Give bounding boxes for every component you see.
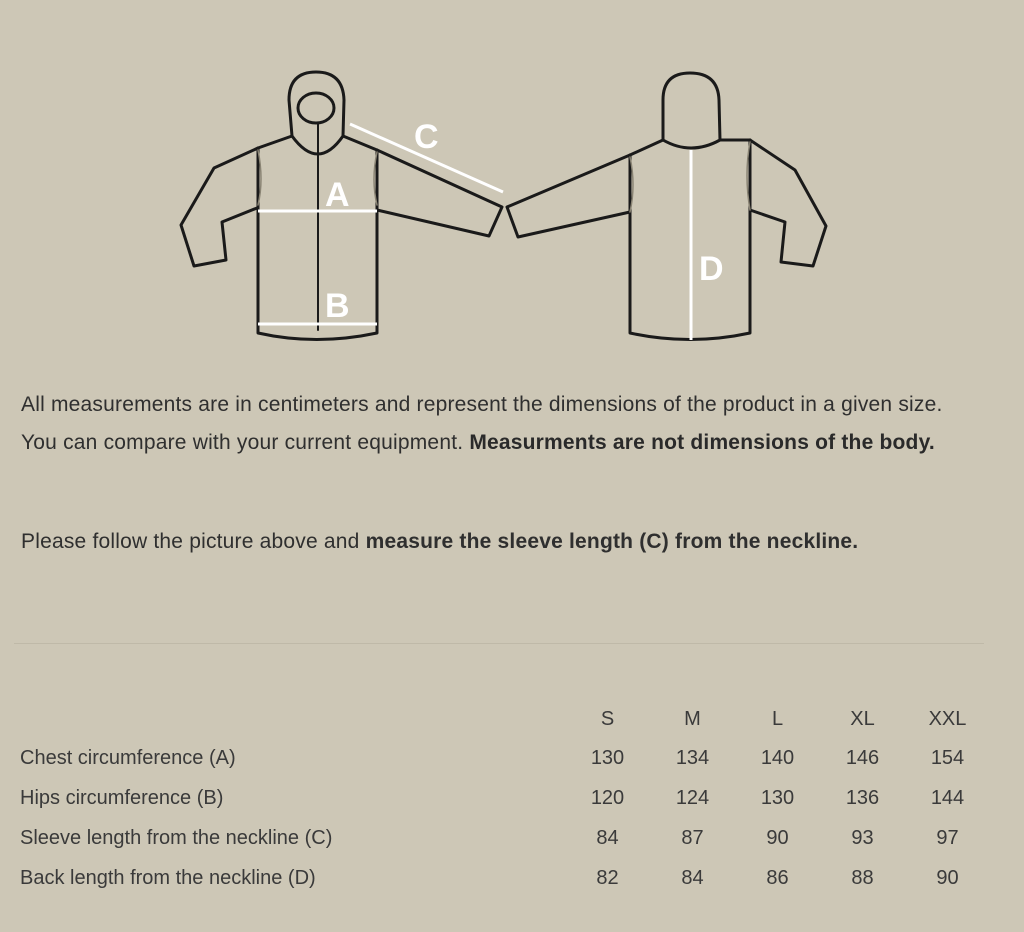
row-label-back: Back length from the neckline (D)	[20, 866, 316, 889]
size-header-l: L	[771, 707, 784, 730]
table-cell: 154	[930, 746, 965, 769]
front-left-sleeve	[181, 148, 258, 266]
table-cell: 140	[760, 746, 795, 769]
size-header-xl: XL	[850, 707, 875, 730]
measurement-note-emphasis: Measurments are not dimensions of the body.	[469, 431, 935, 454]
sleeve-instruction-text: Please follow the picture above and	[21, 530, 366, 553]
size-header-xxl: XXL	[928, 707, 967, 730]
measurement-note	[21, 386, 971, 462]
table-row	[20, 858, 990, 898]
table-cell: 86	[766, 866, 789, 889]
size-header-s: S	[600, 707, 615, 730]
table-cell: 97	[936, 826, 959, 849]
table-cell: 90	[766, 826, 789, 849]
row-label-sleeve: Sleeve length from the neckline (C)	[20, 826, 333, 849]
table-row	[20, 778, 990, 818]
table-cell: 130	[760, 786, 795, 809]
back-left-sleeve	[507, 155, 630, 237]
table-cell: 124	[675, 786, 710, 809]
table-cell: 130	[590, 746, 625, 769]
back-hood	[663, 73, 720, 148]
section-divider	[14, 643, 984, 644]
table-cell: 146	[845, 746, 880, 769]
measurement-note-text: All measurements are in centimeters and represent the dimensions of the product in a given size. You can compare with your current equipment.	[21, 393, 943, 454]
sleeve-instruction-emphasis: measure the sleeve length (C) from the neckline.	[365, 530, 859, 553]
table-cell: 84	[596, 826, 619, 849]
back-hoodie-icon	[507, 73, 826, 340]
label-b: B	[325, 287, 350, 325]
table-cell: 134	[675, 746, 710, 769]
table-cell: 144	[930, 786, 965, 809]
hoodie-diagram-svg	[0, 0, 1024, 360]
table-cell: 82	[596, 866, 619, 889]
label-d: D	[699, 250, 724, 288]
back-right-sleeve	[750, 140, 826, 266]
size-header-m: M	[684, 707, 701, 730]
table-cell: 88	[851, 866, 874, 889]
label-a: A	[325, 176, 350, 214]
table-cell: 87	[681, 826, 704, 849]
table-cell: 93	[851, 826, 874, 849]
size-diagram	[0, 0, 1024, 360]
front-hood	[289, 72, 344, 154]
table-cell: 90	[936, 866, 959, 889]
table-cell: 120	[590, 786, 625, 809]
label-c: C	[414, 118, 439, 156]
table-cell: 84	[681, 866, 704, 889]
sleeve-instruction	[21, 523, 1001, 561]
row-label-hips: Hips circumference (B)	[20, 786, 224, 809]
front-face-opening	[298, 93, 334, 123]
row-label-chest: Chest circumference (A)	[20, 746, 236, 769]
table-row	[20, 738, 990, 778]
table-row	[20, 818, 990, 858]
header-spacer	[20, 700, 565, 738]
size-header-row	[20, 700, 990, 738]
table-cell: 136	[845, 786, 880, 809]
size-table	[20, 700, 990, 898]
